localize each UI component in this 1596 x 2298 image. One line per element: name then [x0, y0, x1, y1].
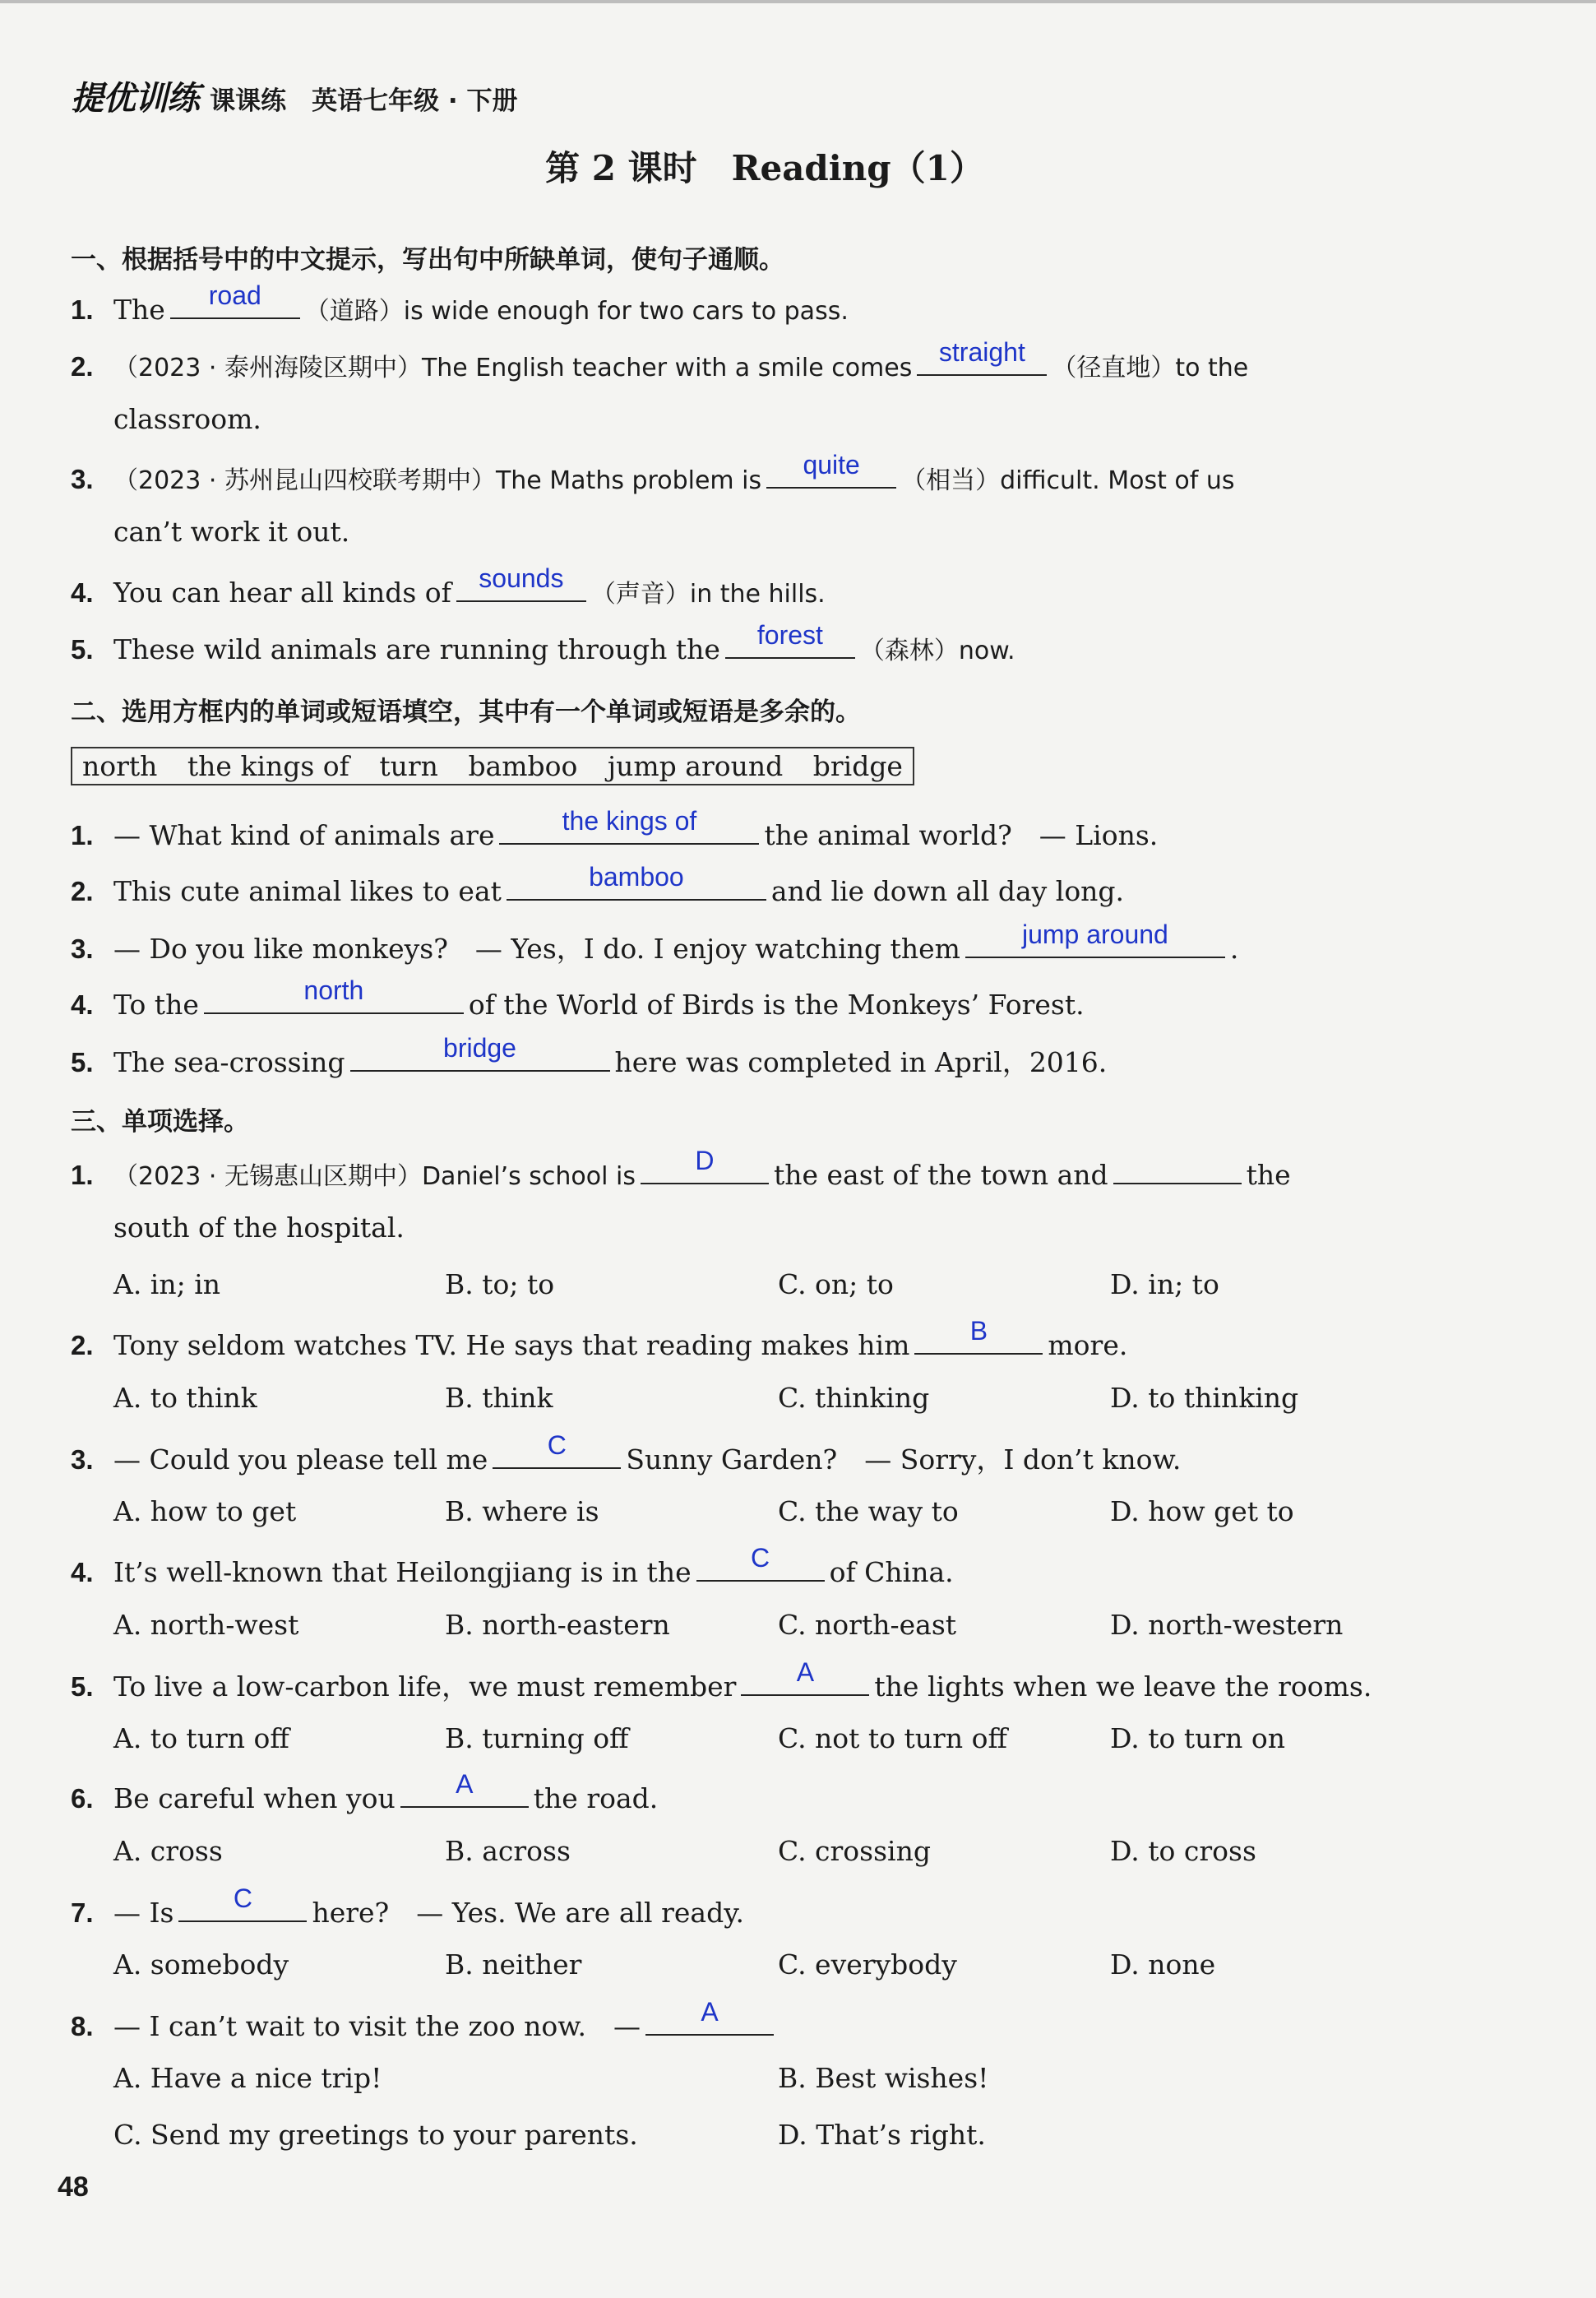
answer-blank[interactable] [493, 1430, 621, 1469]
handwritten-answer: A [456, 1769, 474, 1799]
word-bank-item: bamboo [468, 750, 578, 782]
option-d[interactable]: D. to turn on [1110, 1722, 1286, 1754]
option-c[interactable]: C. thinking [778, 1382, 930, 1414]
question-number: 2. [71, 351, 94, 382]
question-number: 5. [71, 1047, 94, 1077]
option-a[interactable]: A. in; in [113, 1268, 221, 1300]
question-number: 2. [71, 876, 94, 906]
answer-blank[interactable] [178, 1883, 307, 1922]
option-c[interactable]: C. crossing [778, 1835, 931, 1867]
option-b[interactable]: B. across [445, 1835, 571, 1867]
option-c[interactable]: C. Send my greetings to your parents. [113, 2119, 638, 2151]
question-number: 1. [71, 820, 94, 850]
word-bank-item: north [82, 750, 158, 782]
section3-heading: 三、单项选择。 [71, 1107, 249, 1137]
answer-blank[interactable] [400, 1769, 529, 1808]
answer-blank[interactable] [170, 280, 300, 319]
option-d[interactable]: D. That’s right. [778, 2119, 986, 2151]
handwritten-answer: A [701, 1997, 719, 2027]
answer-blank[interactable] [507, 862, 766, 901]
option-c[interactable]: C. north-east [778, 1609, 957, 1641]
question-number: 1. [71, 294, 94, 325]
section2-heading: 二、选用方框内的单词或短语填空，其中有一个单词或短语是多余的。 [71, 697, 861, 727]
answer-blank[interactable] [965, 920, 1225, 958]
option-b[interactable]: B. turning off [445, 1722, 629, 1754]
handwritten-answer: bamboo [589, 862, 684, 892]
question-number: 7. [71, 1897, 94, 1928]
s3-question-5: 5. To live a low-carbon life，we must remember A the lights when we leave the rooms. [71, 1657, 1372, 1703]
answer-blank[interactable] [917, 337, 1047, 376]
question-number: 8. [71, 2011, 94, 2041]
question-number: 3. [71, 934, 94, 964]
s3-question-4: 4. It’s well-known that Heilongjiang is in the C of China. [71, 1543, 954, 1588]
top-rule [0, 0, 1596, 3]
word-bank-item: the kings of [187, 750, 349, 782]
word-bank-item: turn [379, 750, 438, 782]
option-b[interactable]: B. think [445, 1382, 553, 1414]
s1-question-5: 5. These wild animals are running through the forest （森林）now. [71, 620, 1015, 665]
s3-question-8: 8. — I can’t wait to visit the zoo now. — A [71, 2005, 779, 2044]
answer-blank[interactable] [499, 806, 759, 845]
s2-question-3: 3. — Do you like monkeys? — Yes，I do. I enjoy watching them jump around . [71, 920, 1239, 965]
s3-question-2: 2. Tony seldom watches TV. He says that reading makes him B more. [71, 1316, 1128, 1361]
handwritten-answer: sounds [479, 563, 564, 593]
option-d[interactable]: D. how get to [1110, 1495, 1294, 1527]
question-number: 4. [71, 577, 94, 608]
handwritten-answer: straight [938, 337, 1025, 367]
s3-question-1: 1. （2023 · 无锡惠山区期中）Daniel’s school is D the east of the town and the [71, 1146, 1291, 1191]
question-number: 5. [71, 634, 94, 665]
option-b[interactable]: B. north-eastern [445, 1609, 670, 1641]
s3-question-3: 3. — Could you please tell me C Sunny Garden? — Sorry，I don’t know. [71, 1430, 1182, 1476]
question-number: 2. [71, 1330, 94, 1360]
answer-blank[interactable] [766, 450, 896, 489]
word-bank-item: jump around [607, 750, 784, 782]
page-number: 48 [58, 2171, 89, 2203]
option-b[interactable]: B. Best wishes! [778, 2062, 989, 2094]
section1-heading: 一、根据括号中的中文提示，写出句中所缺单词，使句子通顺。 [71, 245, 784, 275]
handwritten-answer: jump around [1021, 920, 1168, 949]
handwritten-answer: quite [803, 450, 860, 480]
option-c[interactable]: C. the way to [778, 1495, 959, 1527]
handwritten-answer: A [796, 1657, 815, 1687]
option-a[interactable]: A. to turn off [113, 1722, 289, 1754]
option-d[interactable]: D. none [1110, 1948, 1216, 1981]
answer-blank[interactable] [350, 1033, 610, 1072]
s1-question-2: 2. （2023 · 泰州海陵区期中）The English teacher with a smile comes straight （径直地）to the [71, 337, 1249, 382]
option-c[interactable]: C. not to turn off [778, 1722, 1007, 1754]
handwritten-answer: D [695, 1146, 715, 1175]
answer-blank-2[interactable] [1113, 1155, 1242, 1184]
question-number: 3. [71, 1444, 94, 1475]
s1-question-1: 1. The road （道路）is wide enough for two cars to pass. [71, 280, 849, 326]
header-subtitle: 课课练 英语七年级 · 下册 [210, 86, 518, 116]
lesson-title: 第 2 课时 Reading（1） [545, 148, 984, 188]
s2-question-4: 4. To the north of the World of Birds is the Monkeys’ Forest. [71, 975, 1085, 1021]
s1-question-4: 4. You can hear all kinds of sounds （声音）in the hills. [71, 563, 826, 609]
brand-logo: 提优训练 [71, 80, 199, 118]
answer-blank[interactable] [914, 1316, 1043, 1355]
question-number: 1. [71, 1160, 94, 1190]
handwritten-answer: north [303, 975, 364, 1005]
handwritten-answer: forest [756, 620, 823, 650]
option-a[interactable]: A. Have a nice trip! [113, 2062, 382, 2094]
s1-question-3-cont: can’t work it out. [113, 516, 350, 548]
answer-blank[interactable] [204, 975, 464, 1014]
word-bank-box [71, 747, 914, 785]
option-a[interactable]: A. cross [113, 1835, 223, 1867]
option-c[interactable]: C. on; to [778, 1268, 894, 1300]
s3-question-6: 6. Be careful when you A the road. [71, 1769, 659, 1814]
answer-blank[interactable] [456, 563, 586, 602]
s3-question-7: 7. — Is C here? — Yes. We are all ready. [71, 1883, 744, 1929]
option-a[interactable]: A. how to get [113, 1495, 297, 1527]
option-b[interactable]: B. where is [445, 1495, 599, 1527]
s1-question-3: 3. （2023 · 苏州昆山四校联考期中）The Maths problem is quite （相当）difficult. Most of us [71, 450, 1235, 495]
answer-blank[interactable] [696, 1543, 825, 1582]
answer-blank[interactable] [725, 620, 855, 659]
answer-blank[interactable] [641, 1146, 769, 1184]
s2-question-1: 1. — What kind of animals are the kings of the animal world? — Lions. [71, 806, 1159, 851]
answer-blank[interactable] [741, 1657, 869, 1696]
handwritten-answer: C [547, 1430, 567, 1460]
question-number: 6. [71, 1783, 94, 1814]
option-c[interactable]: C. everybody [778, 1948, 957, 1981]
handwritten-answer: bridge [443, 1033, 516, 1063]
s2-question-5: 5. The sea-crossing bridge here was completed in April，2016. [71, 1033, 1108, 1078]
option-a[interactable]: A. to think [113, 1382, 257, 1414]
s1-question-2-cont: classroom. [113, 403, 261, 435]
handwritten-answer: the kings of [562, 806, 697, 836]
option-a[interactable]: A. somebody [113, 1948, 289, 1981]
handwritten-answer: C [233, 1883, 253, 1913]
option-b[interactable]: B. neither [445, 1948, 582, 1981]
option-d[interactable]: D. north-western [1110, 1609, 1344, 1641]
question-number: 5. [71, 1671, 94, 1702]
option-d[interactable]: D. in; to [1110, 1268, 1219, 1300]
s3-question-1-cont: south of the hospital. [113, 1212, 405, 1244]
option-d[interactable]: D. to thinking [1110, 1382, 1299, 1414]
handwritten-answer: road [208, 280, 261, 310]
page-header [71, 72, 517, 119]
word-bank-item: bridge [812, 750, 903, 782]
question-number: 3. [71, 464, 94, 494]
question-number: 4. [71, 989, 94, 1020]
answer-blank[interactable] [645, 1997, 774, 2036]
option-b[interactable]: B. to; to [445, 1268, 555, 1300]
question-number: 4. [71, 1557, 94, 1587]
s2-question-2: 2. This cute animal likes to eat bamboo and lie down all day long. [71, 862, 1125, 907]
handwritten-answer: B [969, 1316, 988, 1346]
option-a[interactable]: A. north-west [113, 1609, 299, 1641]
option-d[interactable]: D. to cross [1110, 1835, 1256, 1867]
handwritten-answer: C [751, 1543, 770, 1573]
